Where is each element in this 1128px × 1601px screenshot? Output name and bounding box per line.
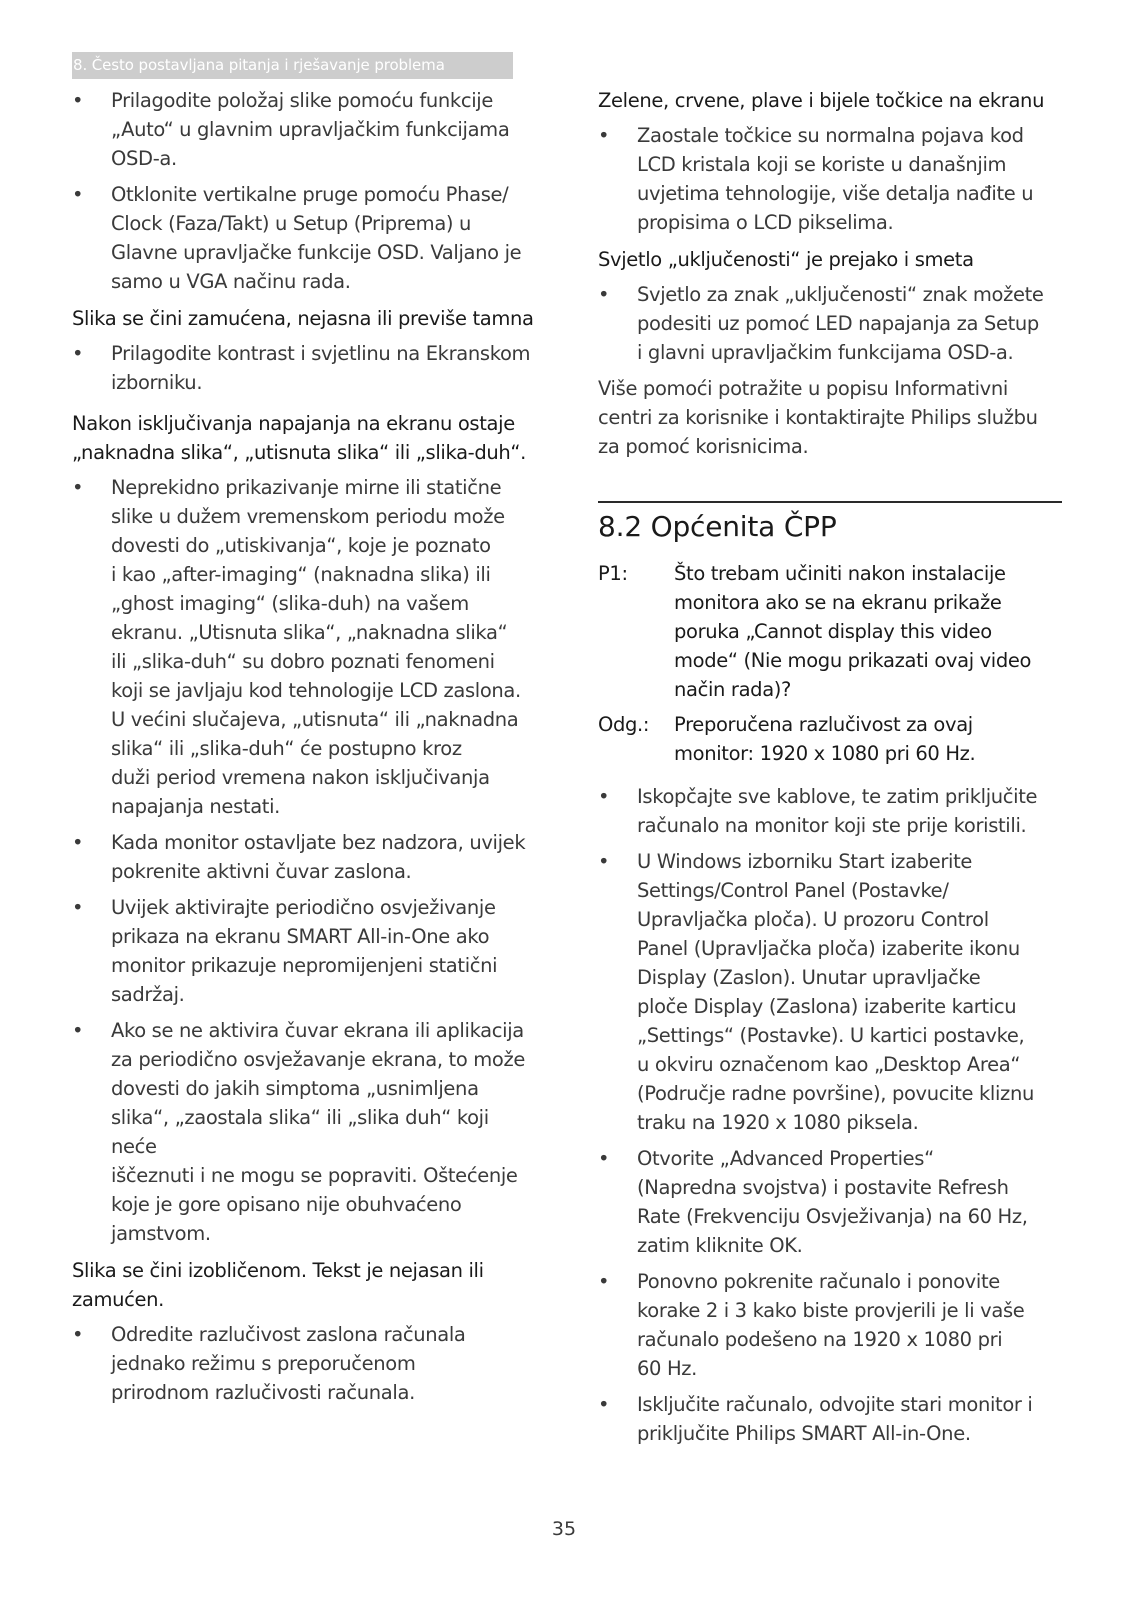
- bullet-icon: •: [72, 1019, 84, 1042]
- list-item: • Svjetlo za znak „uključenosti“ znak možete podesiti uz pomoć LED napajanja za Setup i glavni upravljačkim funkcijama OSD-a.: [598, 280, 1062, 367]
- list-item: • U Windows izborniku Start izaberite Settings/Control Panel (Postavke/ Upravljačka ploča). U prozoru Control Panel (Upravljačka ploča) izaberite ikonu Display (Zaslon). Unutar upravljačke ploče Display (Zaslona) izaberite karticu „Settings“ (Postavke). U kartici postavke, u okviru označenom kao „Desktop Area“ (Područje radne površine), povucite kliznu traku na 1920 x 1080 piksela.: [598, 847, 1062, 1137]
- list-item: • Otklonite vertikalne pruge pomoću Phase/ Clock (Faza/Takt) u Setup (Priprema) u Glavne upravljačke funkcije OSD. Valjano je samo u VGA načinu rada.: [72, 180, 534, 296]
- left-column: [72, 86, 534, 1414]
- bullet-icon: •: [598, 1147, 610, 1170]
- bullet-icon: •: [72, 1323, 84, 1346]
- bullet-icon: •: [598, 785, 610, 808]
- question-text: Što trebam učiniti nakon instalacije monitora ako se na ekranu prikaže poruka „Cannot display this video mode“ (Nie mogu prikazati ovaj video način rada)?: [674, 562, 1032, 701]
- answer-label: Odg.:: [598, 713, 650, 736]
- subheading-pixel-dots: Zelene, crvene, plave i bijele točkice na ekranu: [598, 89, 1045, 112]
- list-item: • Ako se ne aktivira čuvar ekrana ili aplikacija za periodično osvježavanje ekrana, to može dovesti do jakih simptoma „usnimljena slika“, „zaostala slika“ ili „slika duh“ koji neće iščeznuti i ne mogu se popraviti. Oštećenje koje je gore opisano nije obuhvaćeno jamstvom.: [72, 1016, 534, 1248]
- question-label: P1:: [598, 562, 628, 585]
- help-paragraph: Više pomoći potražite u popisu Informativni centri za korisnike i kontaktirajte Philips službu za pomoć korisnicima.: [598, 377, 1038, 458]
- question: [598, 559, 1062, 704]
- bullet-icon: •: [598, 850, 610, 873]
- list-item: • Neprekidno prikazivanje mirne ili statične slike u dužem vremenskom periodu može dovesti do „utiskivanja“, koje je poznato i kao „after-imaging“ (naknadna slika) ili „ghost imaging“ (slika-duh) na vašem ekranu. „Utisnuta slika“, „naknadna slika“ ili „slika-duh“ su dobro poznati fenomeni koji se javljaju kod tehnologije LCD zaslona. U većini slučajeva, „utisnuta“ ili „naknadna slika“ ili „slika-duh“ će postupno kroz duži period vremena nakon isključivanja napajanja nestati.: [72, 473, 534, 821]
- list-item: • Zaostale točkice su normalna pojava kod LCD kristala koji se koriste u današnjim uvjetima tehnologije, više detalja nađite u propisima o LCD pikselima.: [598, 121, 1062, 237]
- bullet-icon: •: [72, 183, 84, 206]
- subheading-power-light: Svjetlo „uključenosti“ je prejako i smeta: [598, 248, 974, 271]
- list-item: • Uvijek aktivirajte periodično osvježivanje prikaza na ekranu SMART All-in-One ako monitor prikazuje nepromijenjeni statični sadržaj.: [72, 893, 534, 1009]
- bullet-icon: •: [72, 831, 84, 854]
- bullet-icon: •: [72, 476, 84, 499]
- list-item: • Isključite računalo, odvojite stari monitor i priključite Philips SMART All-in-One.: [598, 1390, 1062, 1448]
- answer-text: Preporučena razlučivost za ovaj monitor: 1920 x 1080 pri 60 Hz.: [674, 713, 976, 765]
- list-item: • Prilagodite položaj slike pomoću funkcije „Auto“ u glavnim upravljačkim funkcijama OSD-a.: [72, 86, 534, 173]
- right-column: [598, 86, 1062, 1455]
- answer: [598, 710, 1062, 768]
- section-header-tab: 8. Često postavljana pitanja i rješavanje problema: [72, 52, 513, 79]
- bullet-icon: •: [72, 342, 84, 365]
- subheading-distorted-image: Slika se čini izobličenom. Tekst je nejasan ili zamućen.: [72, 1259, 484, 1311]
- bullet-icon: •: [598, 283, 610, 306]
- bullet-icon: •: [72, 89, 84, 112]
- bullet-icon: •: [72, 896, 84, 919]
- list-item: • Iskopčajte sve kablove, te zatim priključite računalo na monitor koji ste prije koristili.: [598, 782, 1062, 840]
- list-item: • Kada monitor ostavljate bez nadzora, uvijek pokrenite aktivni čuvar zaslona.: [72, 828, 534, 886]
- section-divider: [598, 501, 1062, 503]
- list-item: • Odredite razlučivost zaslona računala jednako režimu s preporučenom prirodnom razlučivosti računala.: [72, 1320, 534, 1407]
- subheading-blurry-image: Slika se čini zamućena, nejasna ili previše tamna: [72, 307, 534, 330]
- list-item: • Prilagodite kontrast i svjetlinu na Ekranskom izborniku.: [72, 339, 534, 397]
- bullet-icon: •: [598, 1393, 610, 1416]
- list-item: • Ponovno pokrenite računalo i ponovite korake 2 i 3 kako biste provjerili je li vaše računalo podešeno na 1920 x 1080 pri 60 Hz.: [598, 1267, 1062, 1383]
- list-item: • Otvorite „Advanced Properties“ (Napredna svojstva) i postavite Refresh Rate (Frekvenciju Osvježivanja) na 60 Hz, zatim kliknite OK.: [598, 1144, 1062, 1260]
- bullet-icon: •: [598, 124, 610, 147]
- subheading-image-retention: Nakon isključivanja napajanja na ekranu ostaje „naknadna slika“, „utisnuta slika“ ili „slika-duh“.: [72, 412, 527, 464]
- bullet-icon: •: [598, 1270, 610, 1293]
- page-number: 35: [551, 1518, 577, 1540]
- section-title: 8.2 Općenita ČPP: [598, 510, 837, 543]
